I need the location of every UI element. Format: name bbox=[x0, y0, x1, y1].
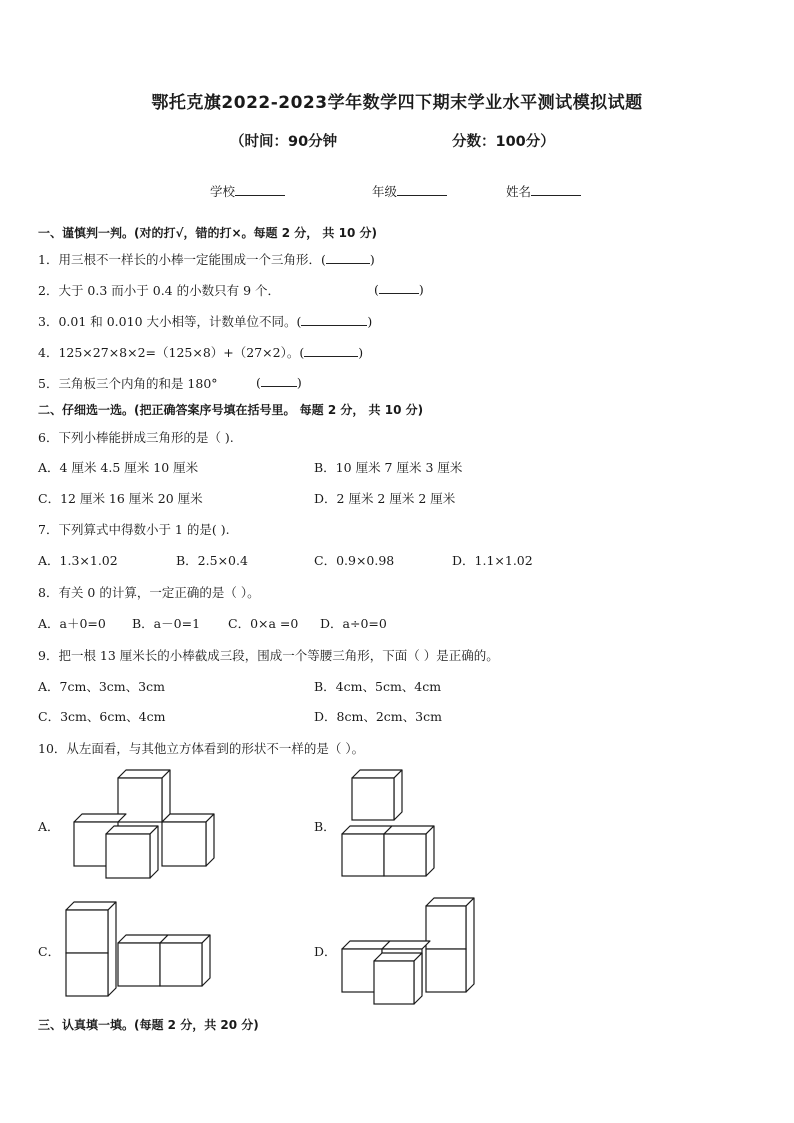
grade-blank bbox=[397, 183, 447, 196]
answer-blank bbox=[304, 344, 358, 357]
school-label: 学校 bbox=[210, 184, 236, 199]
q8-option-a: A．a＋0=0 bbox=[38, 616, 106, 631]
q10-figure-d bbox=[338, 894, 488, 1009]
question-7: 7．下列算式中得数小于 1 的是( ). bbox=[38, 522, 230, 537]
answer-blank bbox=[326, 251, 370, 264]
section3-heading: 三、认真填一填。(每题 2 分，共 20 分) bbox=[38, 1018, 259, 1032]
question-9: 9．把一根 13 厘米长的小棒截成三段，围成一个等腰三角形，下面（ ）是正确的。 bbox=[38, 648, 499, 663]
q6-option-c: C．12 厘米 16 厘米 20 厘米 bbox=[38, 491, 203, 506]
answer-blank bbox=[379, 281, 419, 294]
name-label: 姓名 bbox=[506, 184, 532, 199]
q10-option-a-label: A． bbox=[38, 819, 60, 834]
section1-heading: 一、谨慎判一判。(对的打√，错的打×。每题 2 分， 共 10 分) bbox=[38, 226, 377, 240]
exam-time: （时间：90分钟 bbox=[230, 134, 338, 150]
question-2: 2．大于 0.3 而小于 0.4 的小数只有 9 个． bbox=[38, 283, 281, 298]
q7-option-a: A．1.3×1.02 bbox=[38, 553, 118, 568]
q8-option-d: D．a÷0=0 bbox=[320, 616, 387, 631]
q10-figure-b bbox=[340, 764, 450, 884]
exam-score: 分数：100分） bbox=[452, 134, 555, 150]
grade-field bbox=[372, 182, 447, 200]
section2-heading: 二、仔细选一选。(把正确答案序号填在括号里。 每题 2 分， 共 10 分) bbox=[38, 403, 424, 417]
question-6: 6．下列小棒能拼成三角形的是（ ). bbox=[38, 430, 234, 445]
q8-option-b: B．a－0=1 bbox=[132, 616, 201, 631]
q7-option-b: B．2.5×0.4 bbox=[176, 553, 248, 568]
answer-blank bbox=[301, 313, 367, 326]
question-5-paren: ( ) bbox=[256, 375, 302, 390]
school-blank bbox=[235, 183, 285, 196]
q9-option-b: B．4cm、5cm、4cm bbox=[314, 679, 442, 694]
grade-label: 年级 bbox=[372, 184, 398, 199]
question-5: 5．三角板三个内角的和是 180° bbox=[38, 376, 218, 391]
q7-option-d: D．1.1×1.02 bbox=[452, 553, 533, 568]
q6-option-b: B．10 厘米 7 厘米 3 厘米 bbox=[314, 460, 463, 475]
question-4: 4．125×27×8×2=（125×8）+（27×2）。( ) bbox=[38, 345, 364, 360]
q7-option-c: C．0.9×0.98 bbox=[314, 553, 395, 568]
q6-option-a: A．4 厘米 4.5 厘米 10 厘米 bbox=[38, 460, 199, 475]
q8-option-c: C．0×a =0 bbox=[228, 616, 299, 631]
question-1: 1．用三根不一样长的小棒一定能围成一个三角形．( ) bbox=[38, 252, 375, 267]
question-8: 8．有关 0 的计算，一定正确的是（ ）。 bbox=[38, 585, 260, 600]
name-field bbox=[506, 182, 581, 200]
q10-figure-c bbox=[64, 896, 224, 1006]
q10-figure-a bbox=[70, 764, 230, 884]
q10-option-d-label: D． bbox=[314, 944, 337, 959]
q9-option-c: C．3cm、6cm、4cm bbox=[38, 709, 166, 724]
q6-option-d: D．2 厘米 2 厘米 2 厘米 bbox=[314, 491, 456, 506]
question-10: 10．从左面看，与其他立方体看到的形状不一样的是（ ）。 bbox=[38, 741, 365, 756]
q9-option-d: D．8cm、2cm、3cm bbox=[314, 709, 442, 724]
name-blank bbox=[531, 183, 581, 196]
school-field bbox=[210, 182, 285, 200]
exam-title: 鄂托克旗2022-2023学年数学四下期末学业水平测试模拟试题 bbox=[151, 93, 643, 113]
q10-option-b-label: B． bbox=[314, 819, 336, 834]
q10-option-c-label: C． bbox=[38, 944, 61, 959]
q9-option-a: A．7cm、3cm、3cm bbox=[38, 679, 165, 694]
question-3: 3．0.01 和 0.010 大小相等，计数单位不同。( ) bbox=[38, 314, 373, 329]
answer-blank bbox=[261, 374, 297, 387]
question-2-paren: ( ) bbox=[374, 282, 424, 297]
